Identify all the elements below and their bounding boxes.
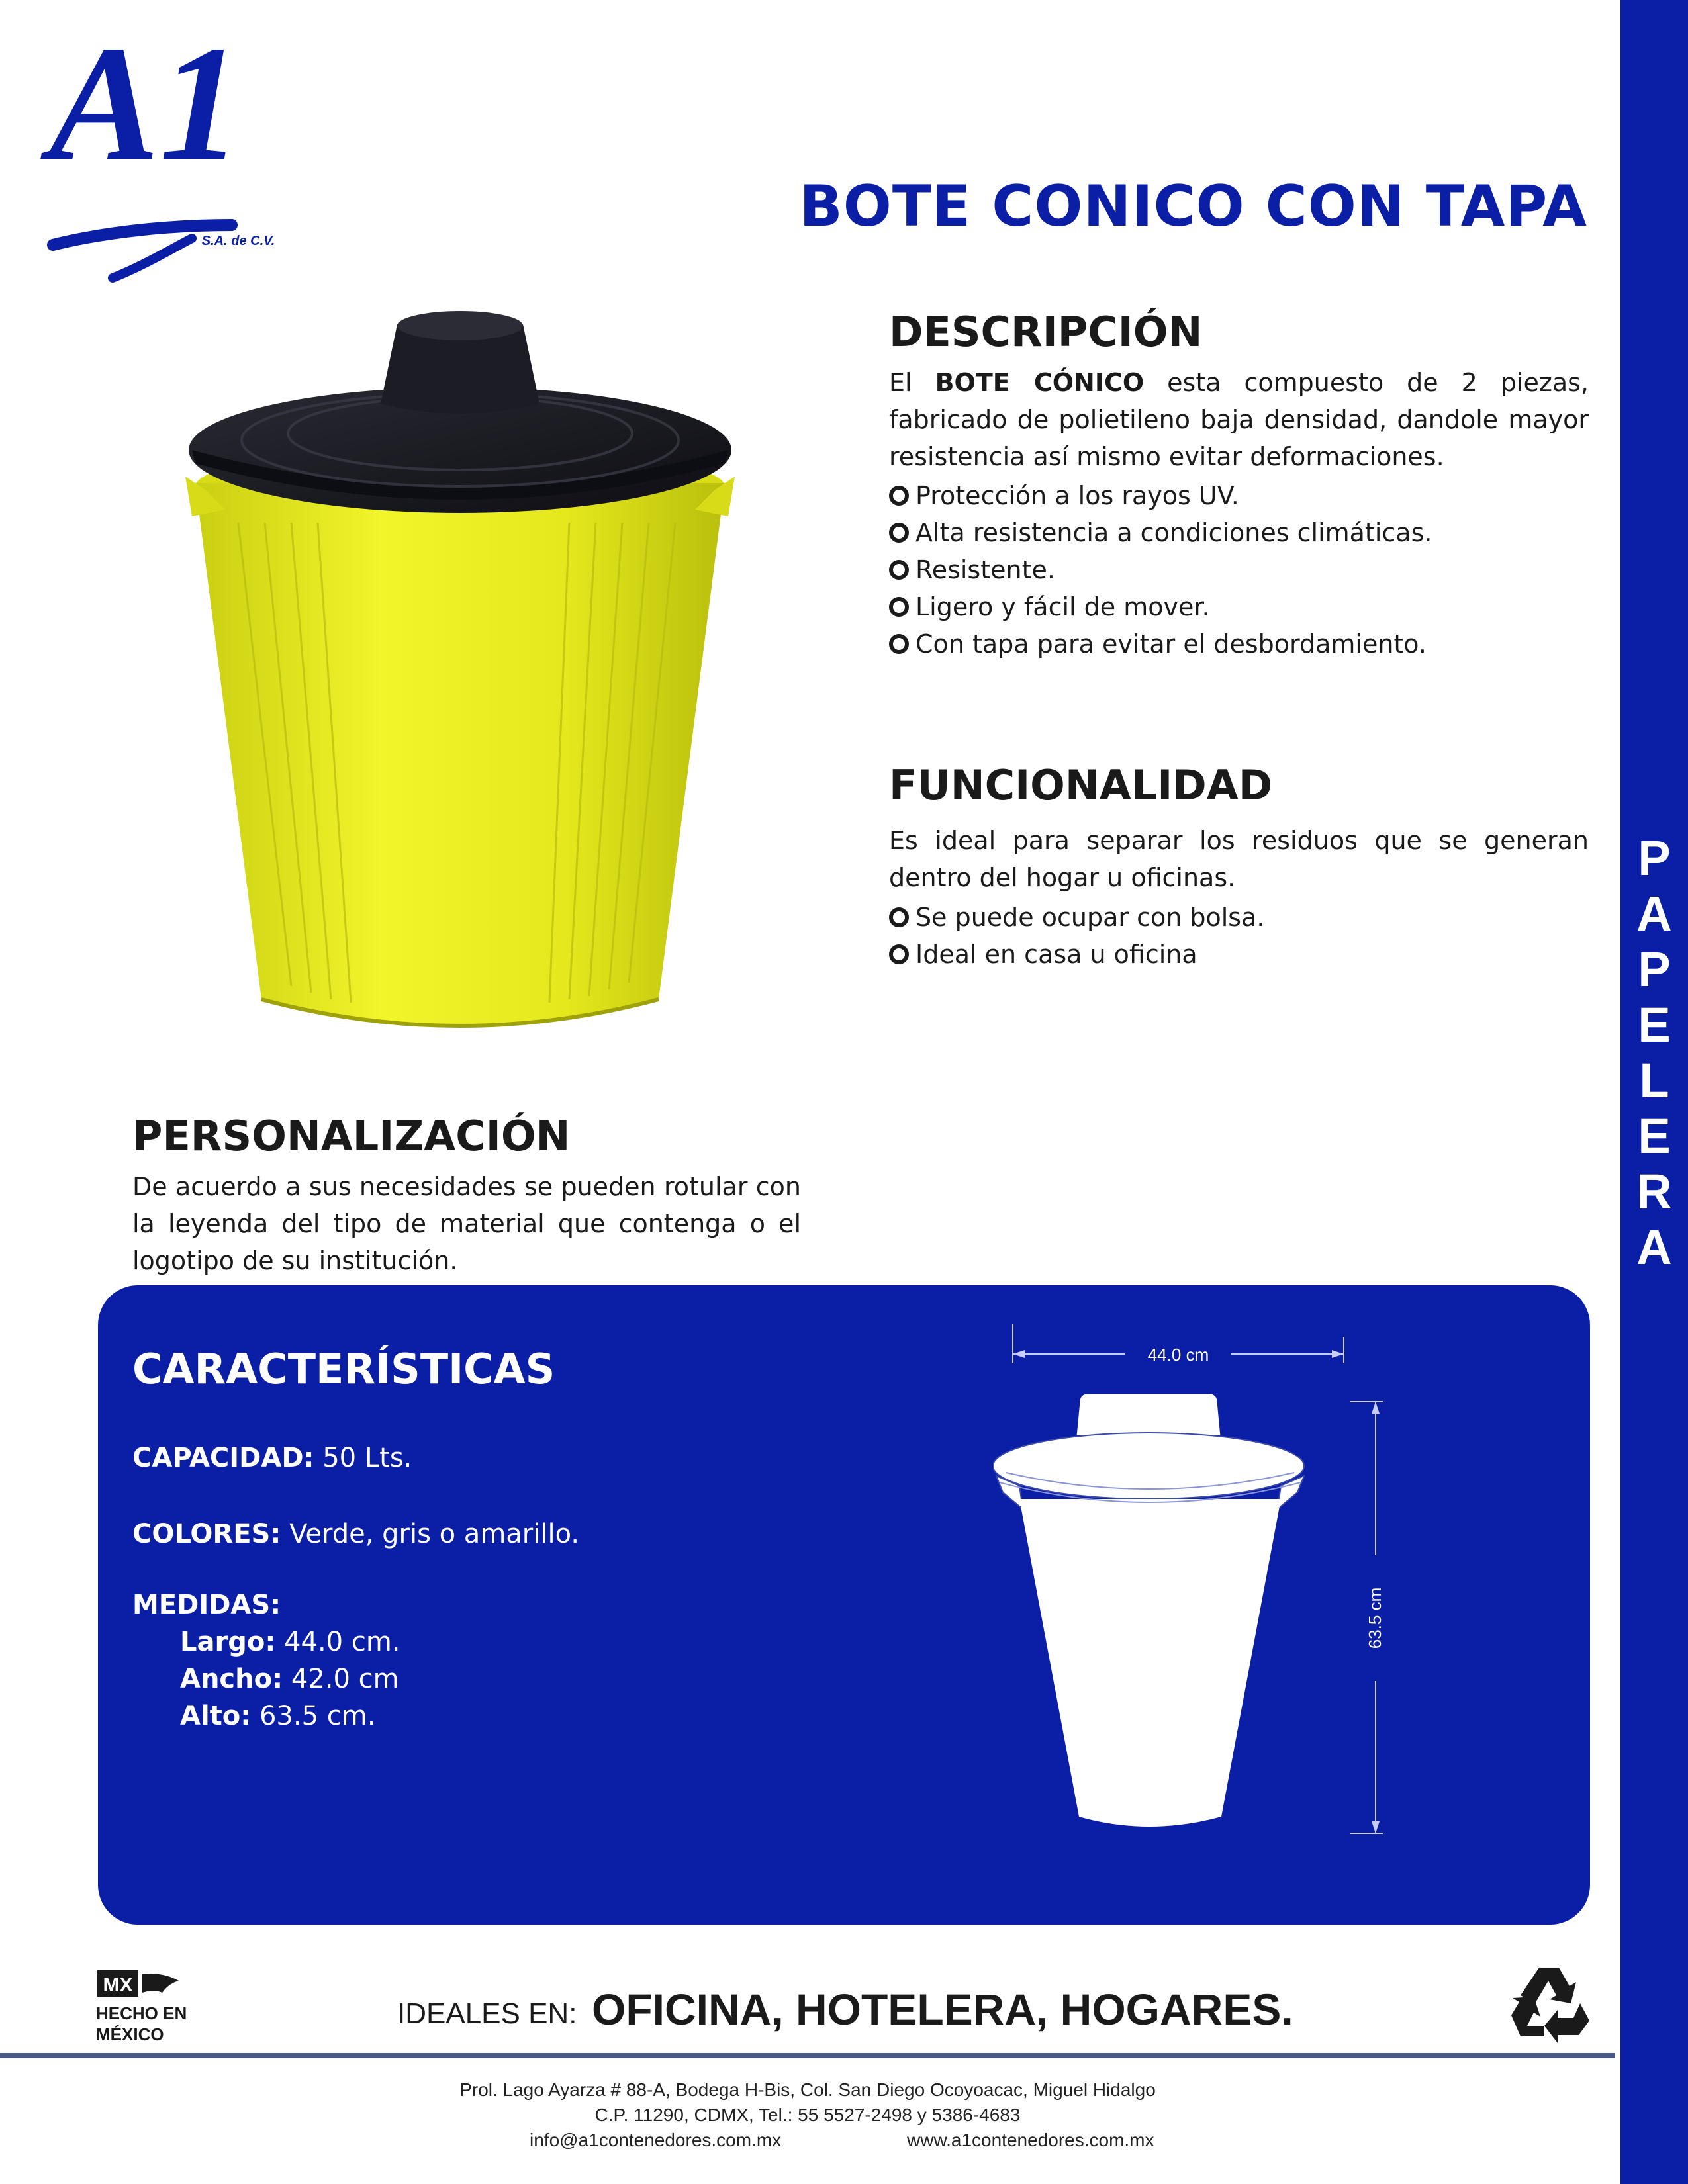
svg-text:MÉXICO: MÉXICO — [96, 2025, 164, 2044]
side-label-papelera: P A P E L E R A — [1636, 831, 1672, 1275]
personalizacion-heading: PERSONALIZACIÓN — [132, 1112, 571, 1160]
width-dimension-label: 44.0 cm — [1147, 1345, 1209, 1365]
funcionalidad-heading: FUNCIONALIDAD — [889, 761, 1273, 809]
ideales-value: OFICINA, HOTELERA, HOGARES. — [592, 1985, 1293, 2034]
list-item: Ideal en casa u oficina — [889, 936, 1264, 973]
svg-text:HECHO EN: HECHO EN — [96, 2003, 187, 2023]
company-logo — [13, 26, 291, 304]
footer-website-link[interactable]: www.a1contenedores.com.mx — [907, 2130, 1154, 2150]
list-item: Ligero y fácil de mover. — [889, 588, 1432, 625]
bullet-icon — [889, 486, 909, 506]
list-item: Protección a los rayos UV. — [889, 477, 1432, 514]
recycle-icon — [1506, 1962, 1592, 2045]
page-title: BOTE CONICO CON TAPA — [799, 173, 1587, 240]
bullet-icon — [889, 560, 909, 580]
hecho-en-mexico-logo — [96, 1969, 195, 2045]
descripcion-heading: DESCRIPCIÓN — [889, 308, 1203, 356]
alto-row: Alto: 63.5 cm. — [180, 1701, 376, 1731]
svg-text:MX: MX — [103, 1974, 133, 1996]
footer-address-1: Prol. Lago Ayarza # 88-A, Bodega H-Bis, Col. San Diego Ocoyoacac, Miguel Hidalgo — [459, 2079, 1156, 2100]
ideales-label: IDEALES EN: — [397, 1997, 577, 2030]
bullet-icon — [889, 944, 909, 964]
dimension-diagram — [993, 1324, 1417, 1853]
logo-subtitle: S.A. de C.V. — [201, 234, 275, 248]
colores-row: COLORES: Verde, gris o amarillo. — [132, 1519, 580, 1549]
ancho-row: Ancho: 42.0 cm — [180, 1664, 399, 1694]
descripcion-text: El BOTE CÓNICO esta compuesto de 2 piezas, fabricado de polietileno baja densidad, dandole mayor resistencia así mismo evitar deformaciones. — [889, 368, 1589, 471]
medidas-label: MEDIDAS: — [132, 1590, 281, 1620]
caracteristicas-heading: CARACTERÍSTICAS — [132, 1345, 555, 1393]
logo-text: A1 — [49, 26, 242, 195]
funcionalidad-bullets — [889, 899, 1264, 973]
footer-email-link[interactable]: info@a1contenedores.com.mx — [530, 2130, 782, 2150]
height-dimension-label: 63.5 cm — [1365, 1587, 1385, 1649]
bullet-icon — [889, 597, 909, 617]
list-item: Con tapa para evitar el desbordamiento. — [889, 625, 1432, 662]
personalizacion-text: De acuerdo a sus necesidades se pueden rotular con la leyenda del tipo de material que contenga o el logotipo de su institución. — [132, 1172, 801, 1275]
list-item: Resistente. — [889, 551, 1432, 588]
bullet-icon — [889, 634, 909, 654]
descripcion-bullets — [889, 477, 1432, 662]
bullet-icon — [889, 907, 909, 927]
funcionalidad-text: Es ideal para separar los residuos que se generan dentro del hogar u oficinas. — [889, 826, 1589, 892]
product-image-yellow-bin — [179, 298, 741, 1079]
list-item: Se puede ocupar con bolsa. — [889, 899, 1264, 936]
footer-address-2: C.P. 11290, CDMX, Tel.: 55 5527-2498 y 5386-4683 — [594, 2105, 1021, 2125]
footer-divider — [0, 2053, 1615, 2058]
list-item: Alta resistencia a condiciones climáticas. — [889, 514, 1432, 551]
capacidad-row: CAPACIDAD: 50 Lts. — [132, 1443, 412, 1473]
largo-row: Largo: 44.0 cm. — [180, 1627, 400, 1657]
bullet-icon — [889, 523, 909, 543]
